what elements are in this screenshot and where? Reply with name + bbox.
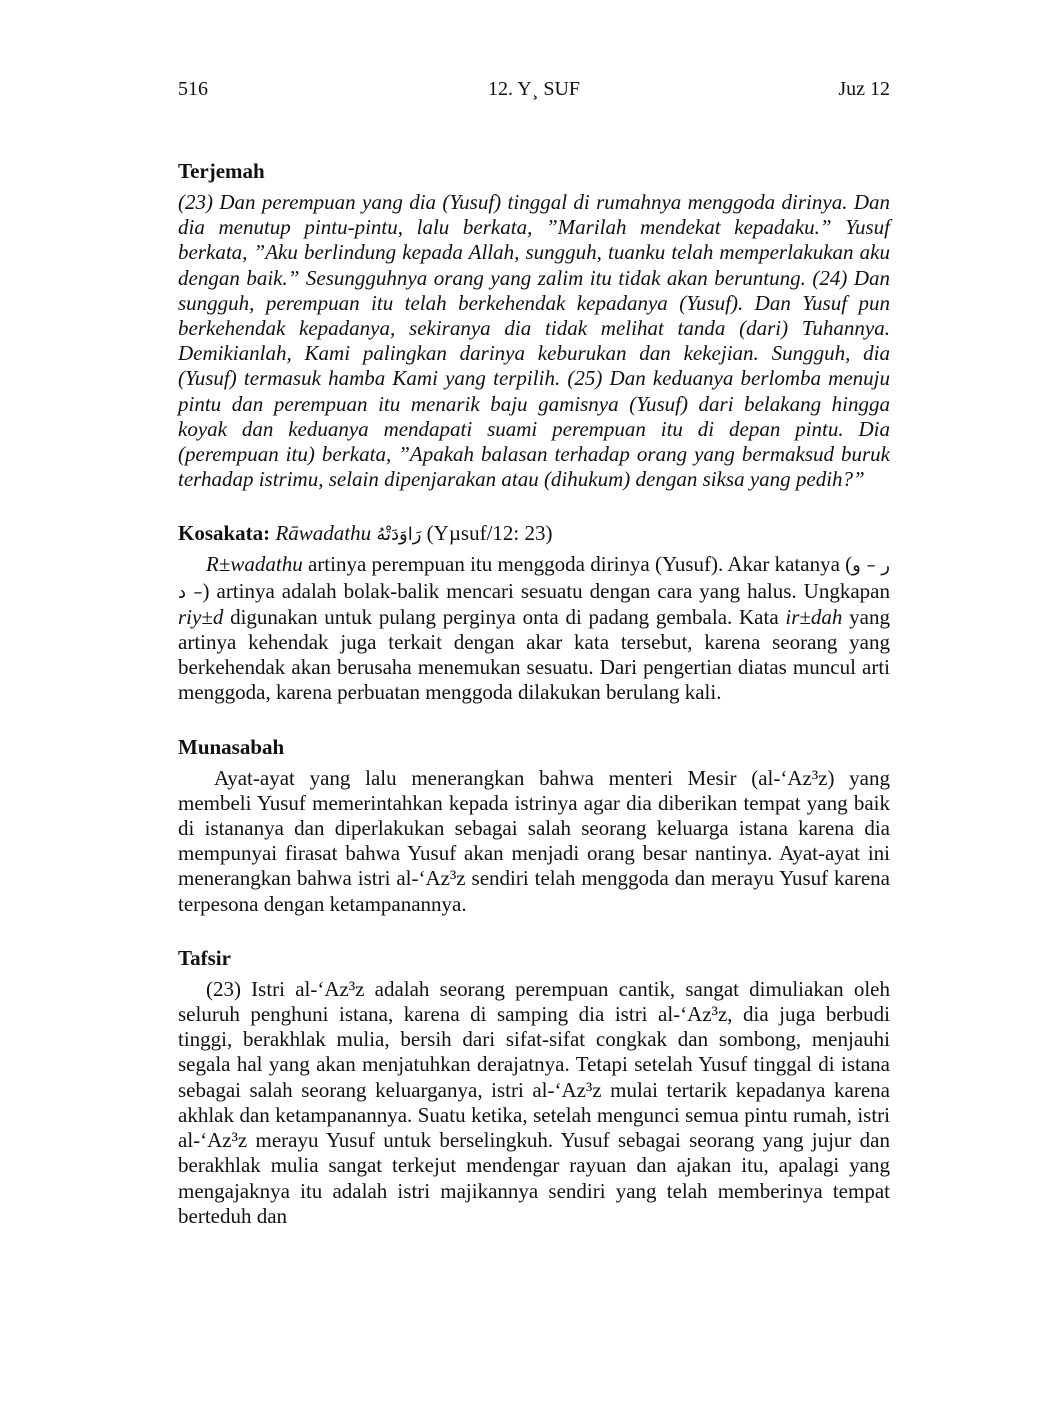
tafsir-section xyxy=(178,945,890,1229)
kosakata-arabic: رَاوَدَتْهُ xyxy=(376,524,422,546)
kosakata-reference: (Yµsuf/12: 23) xyxy=(426,521,553,546)
munasabah-text: Ayat-ayat yang lalu menerangkan bahwa menteri Mesir (al-‘Az³z) yang membeli Yusuf memerintahkan kepada istrinya agar dia diberikan tempat yang baik di istananya dan diperlakukan sebagai salah seorang keluarga istana karena dia mempunyai firasat bahwa Yusuf akan menjadi orang besar nantinya. Ayat-ayat ini menerangkan bahwa istri al-‘Az³z sendiri telah menggoda dan merayu Yusuf karena terpesona dengan ketampanannya. xyxy=(178,765,890,916)
kosakata-root-arabic: ر – و – د xyxy=(178,555,890,603)
page-content xyxy=(178,158,890,1229)
kosakata-text xyxy=(178,552,890,705)
kosakata-term-inline: R±wadathu xyxy=(206,552,303,577)
terjemah-heading: Terjemah xyxy=(178,159,265,183)
terjemah-text: (23) Dan perempuan yang dia (Yusuf) tinggal di rumahnya menggoda dirinya. Dan dia menutup pintu-pintu, lalu berkata, ”Marilah mendekat kepadaku.” Yusuf berkata, ”Aku berlindung kepada Allah, sungguh, tuanku telah memperlakukan aku dengan baik.” Sesungguhnya orang yang zalim itu tidak akan beruntung. (24) Dan sungguh, perempuan itu telah berkehendak kepadanya (Yusuf). Dan Yusuf pun berkehendak kepadanya, sekiranya dia tidak melihat tanda (dari) Tuhannya. Demikianlah, Kami palingkan darinya keburukan dan kekejian. Sungguh, dia (Yusuf) termasuk hamba Kami yang terpilih. (25) Dan keduanya berlomba menuju pintu dan perempuan itu menarik baju gamisnya (Yusuf) dari belakang hingga koyak dan keduanya mendapati suami perempuan itu di depan pintu. Dia (perempuan itu) berkata, ”Apakah balasan terhadap orang yang bermaksud buruk terhadap istrimu, selain dipenjarakan atau (dihukum) dengan siksa yang pedih?” xyxy=(178,190,890,492)
munasabah-section xyxy=(178,734,890,917)
kosakata-term: Rāwadathu xyxy=(275,521,372,546)
kosakata-heading xyxy=(178,520,890,548)
kosakata-text-part: yang artinya kehendak juga terkait dengan akar kata tersebut, karena seorang yang berkehendak akan berusaha menemukan sesuatu. Dari pengertian diatas muncul arti menggoda, karena perbuatan menggoda dilakukan berulang kali. xyxy=(178,604,890,705)
kosakata-label: Kosakata: xyxy=(178,521,271,546)
page-number: 516 xyxy=(178,78,208,100)
chapter-title: 12. Y¸ SUF xyxy=(487,78,581,100)
kosakata-text-part: digunakan untuk pulang perginya onta di padang gembala. Kata xyxy=(223,604,786,629)
kosakata-section xyxy=(178,520,890,705)
terjemah-section xyxy=(178,158,890,492)
kosakata-term-iradah: ir±dah xyxy=(785,604,843,629)
kosakata-text-part: artinya perempuan itu menggoda dirinya (Yusuf). Akar katanya ( xyxy=(302,552,853,577)
tafsir-heading: Tafsir xyxy=(178,945,231,970)
kosakata-term-riyad: riy±d xyxy=(178,604,224,629)
kosakata-text-part: ) artinya adalah bolak-balik mencari sesuatu dengan cara yang halus. Ungkapan xyxy=(202,578,890,603)
juz-label: Juz 12 xyxy=(838,78,890,100)
tafsir-text: (23) Istri al-‘Az³z adalah seorang perempuan cantik, sangat dimuliakan oleh seluruh penghuni istana, karena di samping dia istri al-‘Az³z, dia juga berbudi tinggi, berakhlak mulia, bersih dari sifat-sifat congkak dan sombong, menjauhi segala hal yang akan menjatuhkan derajatnya. Tetapi setelah Yusuf tinggal di istana sebagai salah seorang keluarganya, istri al-‘Az³z mulai tertarik kepadanya karena akhlak dan ketampanannya. Suatu ketika, setelah mengunci semua pintu rumah, istri al-‘Az³z merayu Yusuf untuk berselingkuh. Yusuf sebagai seorang yang jujur dan berakhlak mulia sangat terkejut mendengar rayuan dan ajakan itu, apalagi yang mengajaknya itu adalah istri majikannya sendiri yang telah memberinya tempat berteduh dan xyxy=(178,976,890,1228)
munasabah-heading: Munasabah xyxy=(178,734,285,759)
